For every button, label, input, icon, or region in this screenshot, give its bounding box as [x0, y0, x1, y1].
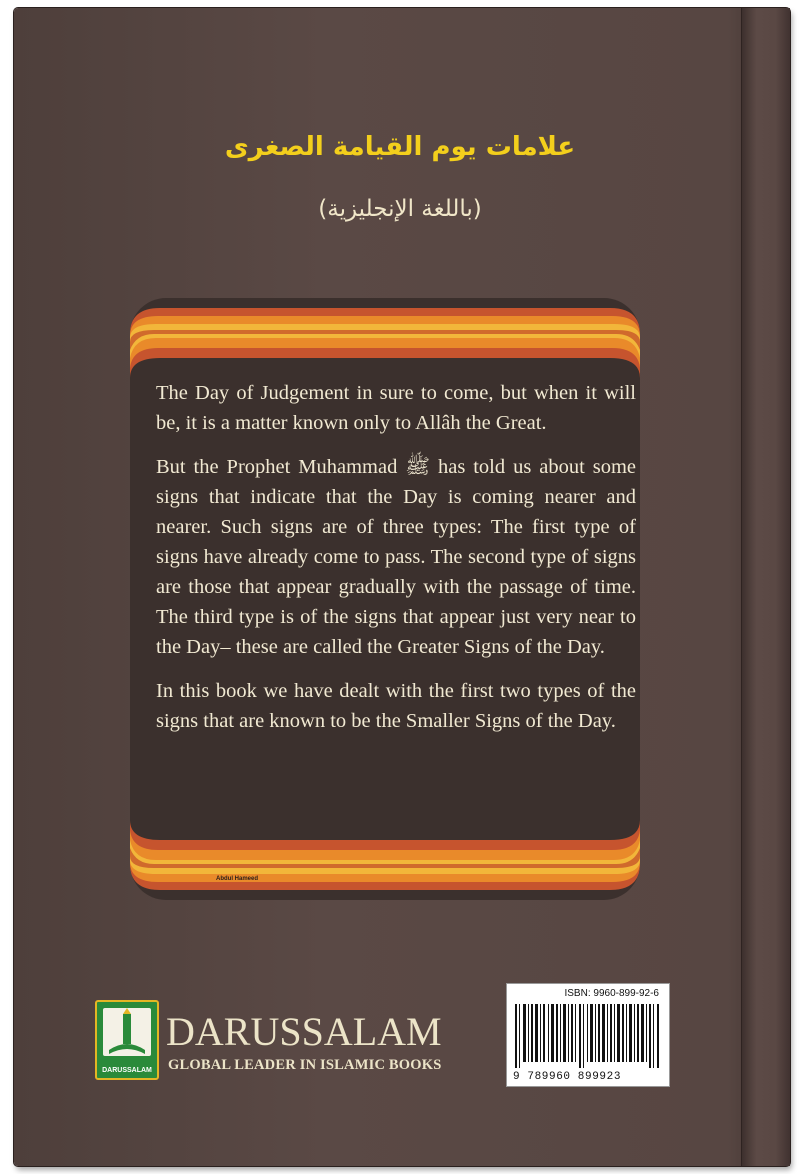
isbn-text: ISBN: 9960-899-92-6: [564, 988, 659, 999]
blurb-paragraph-1: The Day of Judgement in sure to come, but when it will be, it is a matter known only to Allâh the Great.: [156, 382, 636, 434]
blurb-paragraph-2: But the Prophet Muhammad ﷺ has told us about some signs that indicate that the Day is coming nearer and nearer. Such signs are of three types: The first type of signs have already come to pass. The second type of signs are those that appear gradually with the passage of time. The third type is of the signs that appear just very near to the Day– these are called the Greater Signs of the Day.: [156, 456, 636, 658]
barcode-bars: [513, 1004, 663, 1068]
bottom-stripes: [130, 820, 640, 900]
top-stripes: [130, 298, 640, 378]
blurb: [156, 378, 636, 750]
artist-credit: Abdul Hameed: [216, 876, 259, 882]
book-minaret-logo-icon: [103, 1008, 151, 1056]
blurb-paragraph-3: In this book we have dealt with the first two types of the signs that are known to be the Smaller Signs of the Day.: [156, 680, 636, 732]
barcode-label: [506, 983, 670, 1087]
spine-edge: [741, 8, 790, 1166]
arabic-title: علامات يوم القيامة الصغرى: [224, 132, 576, 162]
publisher-logo: [95, 1000, 159, 1080]
barcode-digits: 9 789960 899923: [513, 1071, 622, 1083]
publisher-name: DARUSSALAM: [166, 1009, 442, 1054]
logo-label: DARUSSALAM: [102, 1067, 152, 1074]
arabic-subtitle: (باللغة الإنجليزية): [318, 196, 482, 222]
publisher-tagline: GLOBAL LEADER IN ISLAMIC BOOKS: [168, 1057, 442, 1073]
